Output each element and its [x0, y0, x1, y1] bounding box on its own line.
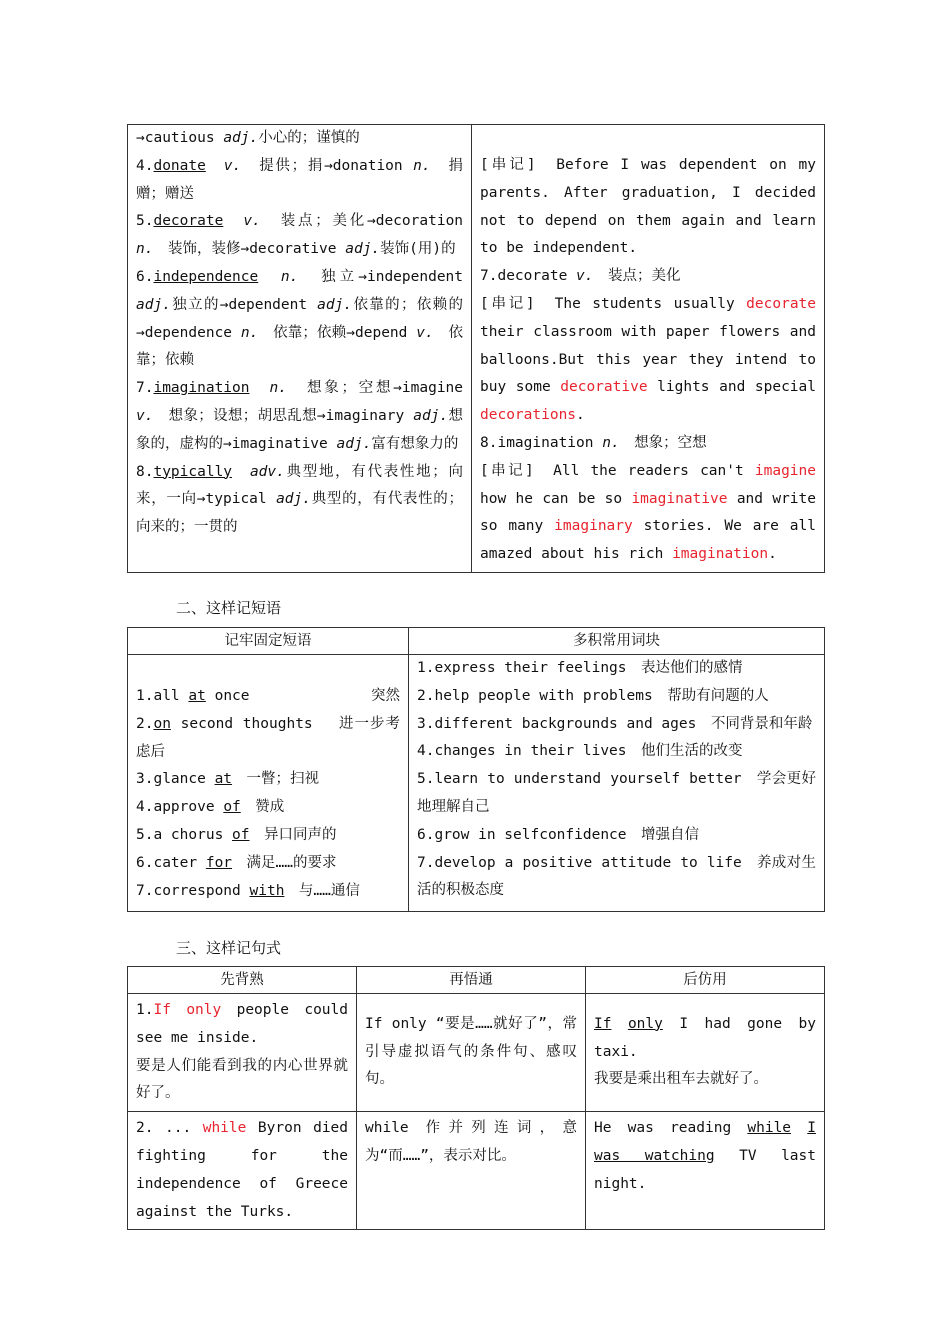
vocab-right-cell [472, 125, 825, 573]
phrase-item: 1.all at once 突然 [136, 688, 400, 704]
understand-header: 再悟通 [357, 967, 586, 994]
vocab-entry-cautious: →cautious adj.小心的；谨慎的 [136, 130, 360, 146]
understand-cell-1: If only “要是……就好了”，常引导虚拟语气的条件句、感叹句。 [357, 994, 586, 1112]
vocab-entry-donate: 4.donate v. 提供；捐→donation n. 捐赠；赠送 [136, 157, 463, 202]
vocab-entry-decorate: 5.decorate v. 装点；美化→decoration n. 装饰，装修→decorative adj.装饰(用)的 [136, 213, 464, 258]
phrase-item: 3.glance at 一瞥；扫视 [136, 771, 320, 788]
imitate-header: 后仿用 [586, 967, 825, 994]
phrase-item: 2.on second thoughts 进一步考虑后 [136, 715, 401, 760]
understand-cell-2: while 作并列连词，意为“而……”，表示对比。 [357, 1112, 586, 1230]
vocab-entry-independence: 6.independence n. 独立→independent adj.独立的→dependent adj.依靠的；依赖的→dependence n. 依靠；依赖→depend v. 依靠；依赖 [136, 268, 464, 369]
chunk-item: 5.learn to understand yourself better 学会更好地理解自己 [417, 771, 817, 815]
word-chunks-header: 多积常用词块 [409, 628, 825, 655]
vocab-item-decorate: 7.decorate v. 装点；美化 [480, 268, 681, 285]
memo-paragraph-decorate: [串记] The students usually decorate their classroom with paper flowers and balloons.But this year they intend to buy some decorative lights and special decorations. [480, 295, 817, 424]
section2-heading: 二、这样记短语 [176, 599, 282, 617]
fixed-phrases-header: 记牢固定短语 [128, 628, 409, 655]
chunk-item: 1.express their feelings 表达他们的感情 [417, 660, 743, 676]
phrase-item: 4.approve of 赞成 [136, 799, 285, 816]
vocab-entry-imagination: 7.imagination n. 想象；空想→imagine v. 想象；设想；胡思乱想→imaginary adj.想象的，虚构的→imaginative adj.富有想象力的 [136, 380, 464, 452]
vocab-left-cell [128, 125, 472, 573]
fixed-phrases-cell [128, 655, 409, 912]
phrases-table [127, 627, 825, 912]
chunk-item: 4.changes in their lives 他们生活的改变 [417, 743, 743, 760]
sentence-table [127, 966, 825, 1230]
chunk-item: 2.help people with problems 帮助有问题的人 [417, 687, 769, 704]
memo-paragraph-dependent: [串记] Before I was dependent on my parents. After graduation, I decided not to depend on them again and learn to be independent. [480, 157, 816, 257]
recite-header: 先背熟 [128, 967, 357, 994]
vocab-table [127, 124, 825, 573]
imitate-cell-2: He was reading while I was watching TV last night. [586, 1112, 825, 1230]
word-chunks-cell [409, 655, 825, 912]
imitate-cell-1: If only I had gone by taxi. 我要是乘出租车去就好了。 [586, 994, 825, 1112]
memo-paragraph-imagine: [串记] All the readers can't imagine how he can be so imaginative and write so many imaginary stories. We are all amazed about his rich imagination. [480, 462, 816, 563]
vocab-entry-typically: 8.typically adv.典型地，有代表性地；向来，一向→typical adj.典型的，有代表性的；向来的；一贯的 [136, 463, 464, 536]
chunk-item: 6.grow in selfconfidence 增强自信 [417, 826, 700, 843]
recite-cell-1: 1.If only people could see me inside. 要是人们能看到我的内心世界就好了。 [128, 994, 357, 1112]
chunk-item: 7.develop a positive attitude to life 养成对生活的积极态度 [417, 854, 816, 899]
chunk-item: 3.different backgrounds and ages 不同背景和年龄 [417, 715, 813, 732]
phrase-item: 7.correspond with 与……通信 [136, 882, 360, 899]
recite-cell-2: 2. ... while Byron died fighting for the independence of Greece against the Turks. [128, 1112, 357, 1230]
phrase-item: 6.cater for 满足……的要求 [136, 854, 337, 871]
vocab-item-imagination: 8.imagination n. 想象；空想 [480, 434, 707, 451]
phrase-item: 5.a chorus of 异口同声的 [136, 826, 337, 843]
section3-heading: 三、这样记句式 [176, 939, 282, 957]
